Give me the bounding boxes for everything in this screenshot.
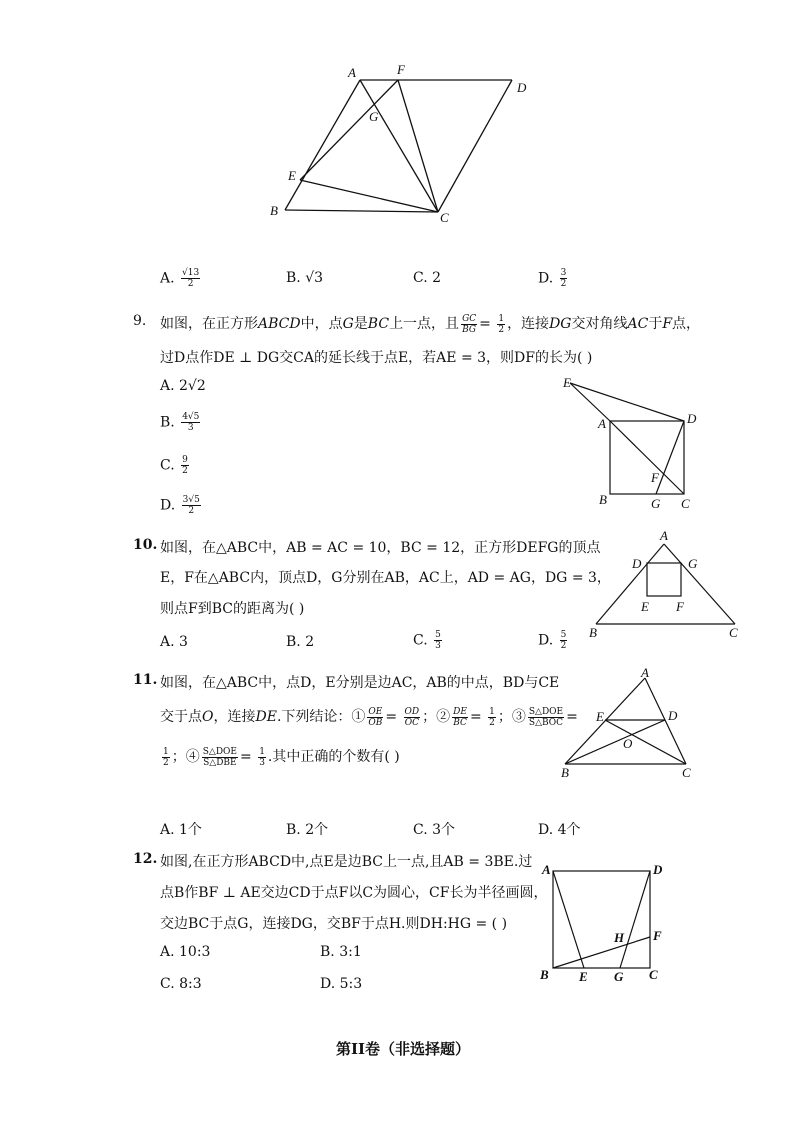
q11-option-b-letter: B. [286,822,301,838]
q8-option-a-value: $\frac{√13}{2}$ [182,268,200,289]
q11-option-d-value: 4个 [557,822,581,838]
q9-label-F: F [651,470,659,485]
q11-option-b[interactable] [286,819,328,839]
q8-option-c[interactable] [413,270,441,286]
q11-label-D: D [668,708,678,723]
q12-option-a-letter: A. [160,944,175,960]
q9-number: 9. [133,313,147,329]
q12-label-G: G [614,969,624,984]
q10-stem-line2: E，F在△ABC内，顶点D，G分别在AB，AC上，AD = AG，DG = 3， [160,570,611,586]
q12-option-b[interactable] [320,944,362,960]
q10-option-d-letter: D. [538,632,554,649]
q12-stem-line1: 如图,在正方形ABCD中,点E是边BC上一点,且AB = 3BE.过 [160,854,533,870]
q10-option-a-value: 3 [179,634,188,650]
q8-option-d-value: $\frac{3}{2}$ [560,268,567,289]
q9-option-c[interactable] [160,455,191,476]
q10-number: 10. [133,537,158,553]
q12-option-a-value: 10:3 [179,944,211,960]
q10-option-a[interactable] [160,634,188,650]
q9-option-b-letter: B. [160,414,175,431]
q8-option-a-letter: A. [160,270,175,287]
q12-option-b-value: 3:1 [339,944,362,960]
q12-stem-line2: 点B作BF ⊥ AE交边CD于点F以C为圆心，CF长为半径画圆， [160,885,548,901]
q12-option-c-value: 8:3 [179,976,202,992]
q12-diagram [535,855,675,985]
q12-option-c-letter: C. [160,976,175,992]
q9-option-b[interactable] [160,412,202,433]
q8-option-b-letter: B. [286,270,301,286]
q12-label-H: H [614,930,625,945]
q8-option-c-letter: C. [413,270,428,286]
q11-diagram [555,660,705,782]
q10-option-c-letter: C. [413,632,428,649]
q10-option-b-letter: B. [286,634,301,650]
q9-label-G: G [651,496,661,511]
q12-option-a[interactable] [160,944,210,960]
q11-stem-line2: 交于点O，连接DE.下列结论：① $\frac{OE}{OB}$ = $\frac{OD}{OC}$ ；② $\frac{DE}{BC}$ = $\frac{1}{2}$ ；③ $\frac{\text{S△DOE}}{\text{S△BOC}}$ = [160,706,578,728]
q12-option-d[interactable] [320,976,362,992]
q9-option-a-letter: A. [160,378,175,394]
q12-label-F: F [653,928,662,943]
q9-stem-line2: 过D点作DE ⊥ DG交CA的延长线于点E，若AE = 3，则DF的长为( ) [160,350,593,366]
q11-label-E: E [596,709,604,724]
q12-option-c[interactable] [160,976,202,992]
q9-label-D: D [687,411,697,426]
q8-option-b[interactable] [286,270,323,286]
q11-option-d[interactable] [538,819,581,839]
q11-number: 11. [133,672,158,688]
q9-diagram [555,372,705,514]
q8-label-E: E [288,168,296,183]
q8-diagram [260,60,540,230]
q8-option-b-value: √3 [305,270,324,286]
q10-label-A: A [660,528,668,543]
q9-option-b-value: $\frac{4√5}{3}$ [182,412,200,433]
q9-option-c-letter: C. [160,457,175,474]
q10-label-B: B [589,625,597,640]
q11-option-c-value: 3个 [432,822,456,838]
q12-stem-line3: 交边BC于点G，连接DG，交BF于点H.则DH:HG = ( ) [160,916,508,932]
q10-label-C: C [729,625,738,640]
q9-option-d[interactable] [160,495,203,516]
q10-stem-line1: 如图，在△ABC中，AB = AC = 10，BC = 12，正方形DEFG的顶点 [160,540,601,556]
q8-label-F: F [397,62,405,77]
q10-stem-line3: 则点F到BC的距离为( ) [160,601,305,617]
q11-option-a-value: 1个 [179,822,202,838]
section-title: 第II卷（非选择题） [336,1040,471,1058]
q9-label-A: A [598,416,606,431]
q11-option-c[interactable] [413,819,455,839]
q10-label-G: G [688,556,698,571]
q10-label-F: F [676,599,684,614]
q9-option-d-value: $\frac{3√5}{2}$ [182,495,200,516]
q9-label-B: B [599,492,607,507]
q12-label-E: E [579,969,588,984]
q12-option-b-letter: B. [320,944,335,960]
q12-option-d-value: 5:3 [339,976,363,992]
q11-stem-line1: 如图，在△ABC中，点D，E分别是边AC，AB的中点，BD与CE [160,675,560,691]
q8-label-G: G [369,109,379,124]
q9-option-a[interactable] [160,378,206,394]
q9-option-a-value: 2√2 [179,378,206,394]
q11-option-b-value: 2个 [305,822,329,838]
q11-stem-line3: $\frac{1}{2}$ ；④ $\frac{\text{S△DOE}}{\text{S△DBE}}$ = $\frac{1}{3}$ .其中正确的个数有( ) [163,746,400,768]
q9-option-d-letter: D. [160,497,176,514]
q10-label-D: D [632,556,642,571]
q11-label-A: A [641,665,649,680]
q10-option-d[interactable] [538,630,569,651]
q9-label-C: C [681,496,690,511]
q9-stem-line1: 如图，在正方形ABCD中，点G是BC上一点，且 $\frac{GC}{BG}$ = $\frac{1}{2}$ ，连接DG交对角线AC于F点， [160,313,701,335]
q10-option-c[interactable] [413,630,444,651]
q11-label-O: O [623,736,633,751]
q11-option-d-letter: D. [538,822,554,838]
q10-label-E: E [641,599,649,614]
q11-option-a[interactable] [160,819,202,839]
q12-number: 12. [133,851,158,867]
q8-label-B: B [270,203,278,218]
q9-option-c-value: $\frac{9}{2}$ [182,455,188,476]
q12-label-D: D [653,862,663,877]
q12-label-B: B [540,967,549,982]
q8-label-C: C [440,210,449,225]
q8-label-D: D [517,80,527,95]
q11-option-c-letter: C. [413,822,428,838]
q8-option-d[interactable] [538,268,569,289]
q12-label-C: C [649,967,658,982]
q10-option-b[interactable] [286,634,314,650]
q12-option-d-letter: D. [320,976,336,992]
q10-option-c-value: $\frac{5}{3}$ [435,630,441,651]
q11-label-B: B [561,765,569,780]
q10-option-d-value: $\frac{5}{2}$ [560,630,567,651]
q12-label-A: A [542,862,551,877]
q10-option-b-value: 2 [305,634,315,650]
q8-option-d-letter: D. [538,270,554,287]
q8-option-a[interactable] [160,268,202,289]
q11-label-C: C [682,765,691,780]
q10-diagram [585,525,745,643]
q10-option-a-letter: A. [160,634,175,650]
q11-option-a-letter: A. [160,822,175,838]
q9-label-E: E [563,375,571,390]
q8-option-c-value: 2 [432,270,442,286]
q8-label-A: A [348,65,356,80]
